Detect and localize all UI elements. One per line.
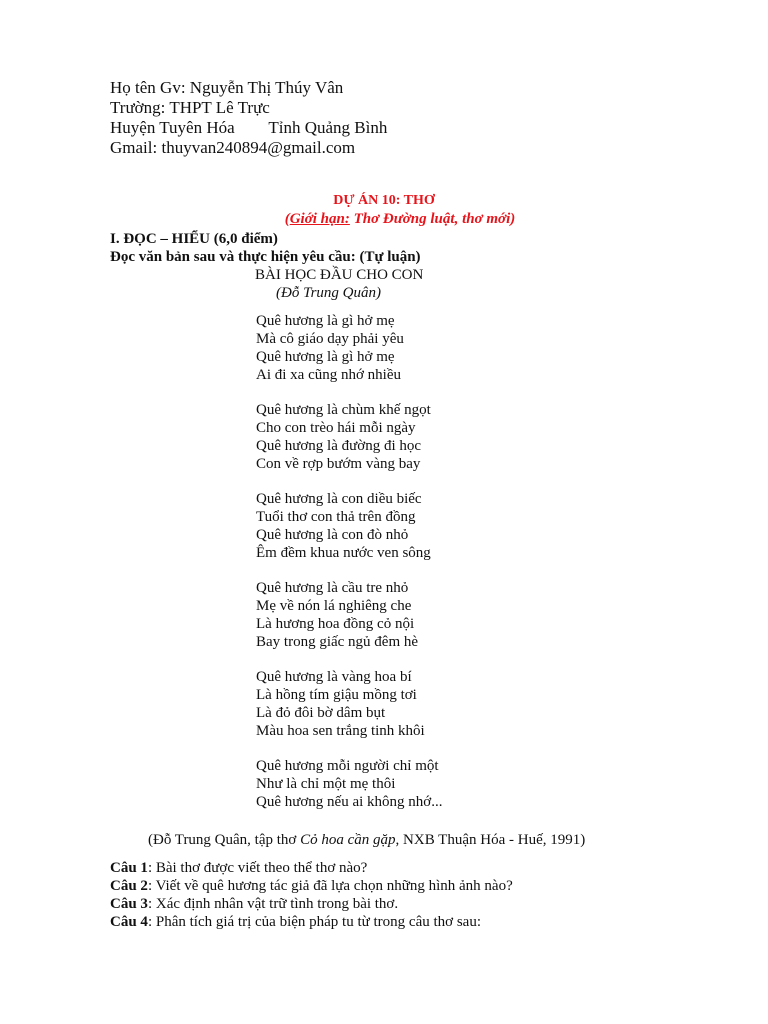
poem-line: Là hồng tím giậu mồng tơi <box>256 687 417 703</box>
school-name: Trường: THPT Lê Trực <box>110 98 270 117</box>
poem-stanza <box>256 312 442 384</box>
reading-section <box>110 230 421 266</box>
poem-stanza <box>256 490 442 562</box>
poem-line: Quê hương là con diều biếc <box>256 491 422 507</box>
limit-label: Giới hạn: <box>289 211 350 227</box>
source-suffix: , NXB Thuận Hóa - Huế, 1991) <box>395 832 586 848</box>
section-instruction: Đọc văn bản sau và thực hiện yêu cầu: (Tự luận) <box>110 249 421 265</box>
poem-stanza <box>256 668 442 740</box>
poem-line: Mà cô giáo dạy phải yêu <box>256 331 404 347</box>
poem-line: Quê hương là vàng hoa bí <box>256 669 412 685</box>
poem-line: Mẹ về nón lá nghiêng che <box>256 598 412 614</box>
question-text: : Bài thơ được viết theo thể thơ nào? <box>147 860 368 876</box>
section-heading: I. ĐỌC – HIỂU (6,0 điểm) <box>110 231 278 247</box>
poem-stanza <box>256 579 442 651</box>
poem-line: Là đỏ đôi bờ dâm bụt <box>256 705 386 721</box>
poem-line: Quê hương là con đò nhỏ <box>256 527 409 543</box>
poem-line: Quê hương nếu ai không nhớ... <box>256 794 443 810</box>
poem-line: Quê hương là cầu tre nhỏ <box>256 580 409 596</box>
limit-open: ( <box>284 211 290 227</box>
poem-line: Quê hương là chùm khế ngọt <box>256 402 431 418</box>
poem-line: Quê hương là gì hở mẹ <box>256 313 395 329</box>
poem-line: Bay trong giấc ngủ đêm hè <box>256 634 419 650</box>
poem-line: Màu hoa sen trắng tinh khôi <box>256 723 425 739</box>
limit-text: Thơ Đường luật, thơ mới) <box>349 211 516 227</box>
question-item <box>110 859 513 877</box>
poem-line: Tuổi thơ con thả trên đồng <box>256 509 416 525</box>
poem-line: Là hương hoa đồng cỏ nội <box>256 616 415 632</box>
teacher-info <box>110 78 387 158</box>
district-province: Huyện Tuyên Hóa Tỉnh Quảng Bình <box>110 118 388 137</box>
poem-line: Con về rợp bướm vàng bay <box>256 456 421 472</box>
poem-line: Quê hương là đường đi học <box>256 438 422 454</box>
teacher-name: Họ tên Gv: Nguyễn Thị Thúy Vân <box>110 78 344 97</box>
poem-line: Như là chỉ một mẹ thôi <box>256 776 396 792</box>
question-label: Câu 1 <box>110 860 148 876</box>
source-book: Cỏ hoa cần gặp <box>300 832 396 848</box>
question-label: Câu 3 <box>110 896 148 912</box>
question-item <box>110 895 513 913</box>
question-text: : Xác định nhân vật trữ tình trong bài thơ. <box>147 896 399 912</box>
poem-source <box>148 832 585 849</box>
source-prefix: (Đỗ Trung Quân, tập thơ <box>148 832 301 848</box>
poem-title: BÀI HỌC ĐẦU CHO CON <box>255 267 424 283</box>
question-item <box>110 877 513 895</box>
project-title: DỰ ÁN 10: THƠ <box>333 193 435 208</box>
project-limit <box>0 211 768 228</box>
poem-author: (Đỗ Trung Quân) <box>276 285 382 301</box>
question-text: : Viết về quê hương tác giả đã lựa chọn những hình ảnh nào? <box>147 878 513 894</box>
question-item <box>110 913 513 931</box>
poem-stanza <box>256 757 442 811</box>
poem-body <box>256 312 442 828</box>
poem-line: Quê hương là gì hở mẹ <box>256 349 395 365</box>
poem-line: Êm đềm khua nước ven sông <box>256 545 431 561</box>
poem-line: Quê hương mỗi người chỉ một <box>256 758 439 774</box>
question-text: : Phân tích giá trị của biện pháp tu từ trong câu thơ sau: <box>147 914 482 930</box>
question-label: Câu 2 <box>110 878 148 894</box>
poem-line: Ai đi xa cũng nhớ nhiều <box>256 367 401 383</box>
poem-line: Cho con trèo hái mỗi ngày <box>256 420 416 436</box>
poem-stanza <box>256 401 442 473</box>
question-list <box>110 859 513 931</box>
teacher-email: Gmail: thuyvan240894@gmail.com <box>110 138 356 157</box>
question-label: Câu 4 <box>110 914 148 930</box>
